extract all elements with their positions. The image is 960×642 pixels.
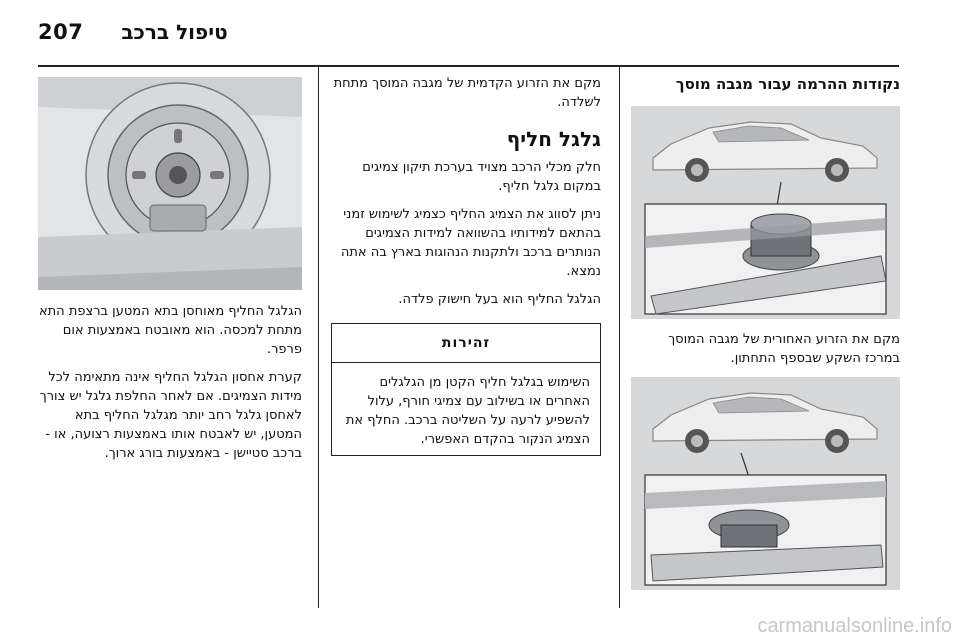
- front-lift-text: מקם את הזרוע הקדמית של מגבה המוסך מתחת לשלדה.: [333, 76, 601, 110]
- page-title: טיפול ברכב: [121, 20, 228, 44]
- spare-wheel-figure: [38, 77, 302, 290]
- caution-text: השימוש בגלגל חליף הקטן מן הגלגלים האחרים או בשילוב עם צמיגי חורף, עלול להשפיע לרעה על השליטה ברכב. החלף את הצמיג הנקור בהקדם האפשרי.: [345, 375, 590, 447]
- spare-paragraph-1: חלק מכלי הרכב מצויד בערכת תיקון צמיגים במקום גלגל חליף.: [362, 160, 601, 194]
- right-column: [631, 74, 900, 102]
- spare-wheel-heading: גלגל חליף: [506, 127, 601, 151]
- rear-lift-caption-block: [631, 330, 900, 377]
- page-header: [38, 12, 288, 52]
- lift-points-heading: נקודות ההרמה עבור מגבה מוסך: [675, 75, 900, 93]
- caution-box: [331, 323, 601, 456]
- spare-bowl-text: קערת אחסון הגלגל החליף אינה מתאימה לכל מידות הצמיגים. אם לאחר החלפת גלגל יש צורך לאחסן גלגל רחב יותר מגלגל החליף בתא המטען, יש לאבטח אותו באמצעות רצועה, או - ברכב סטיישן - באמצעות בורג ארוך.: [39, 370, 302, 461]
- column-divider: [318, 65, 319, 608]
- front-lift-figure: [631, 377, 900, 590]
- page-number: 207: [38, 20, 84, 44]
- column-divider: [619, 65, 620, 608]
- spare-storage-text: הגלגל החליף מאוחסן בתא המטען ברצפת התא מתחת למכסה. הוא מאובטח באמצעות אום פרפר.: [38, 304, 302, 357]
- header-rule: [38, 65, 899, 67]
- middle-column: [331, 74, 601, 456]
- spare-paragraph-3: הגלגל החליף הוא בעל חישוק פלדה.: [398, 292, 601, 307]
- rear-lift-figure: [631, 106, 900, 319]
- watermark: carmanualsonline.info: [757, 615, 952, 637]
- rear-lift-caption: מקם את הזרוע האחורית של מגבה המוסך במרכז השקע שבספף התחתון.: [668, 332, 900, 366]
- caution-title: זהירות: [332, 324, 600, 363]
- spare-paragraph-2: ניתן לסווג את הצמיג החליף כצמיג לשימוש זמני בהתאם למידותיו בהשוואה למידות הצמיגים הנותרים ברכב ולתקנות הנהוגות בארץ בה אתה נמצא.: [340, 207, 601, 279]
- left-column: [38, 302, 302, 472]
